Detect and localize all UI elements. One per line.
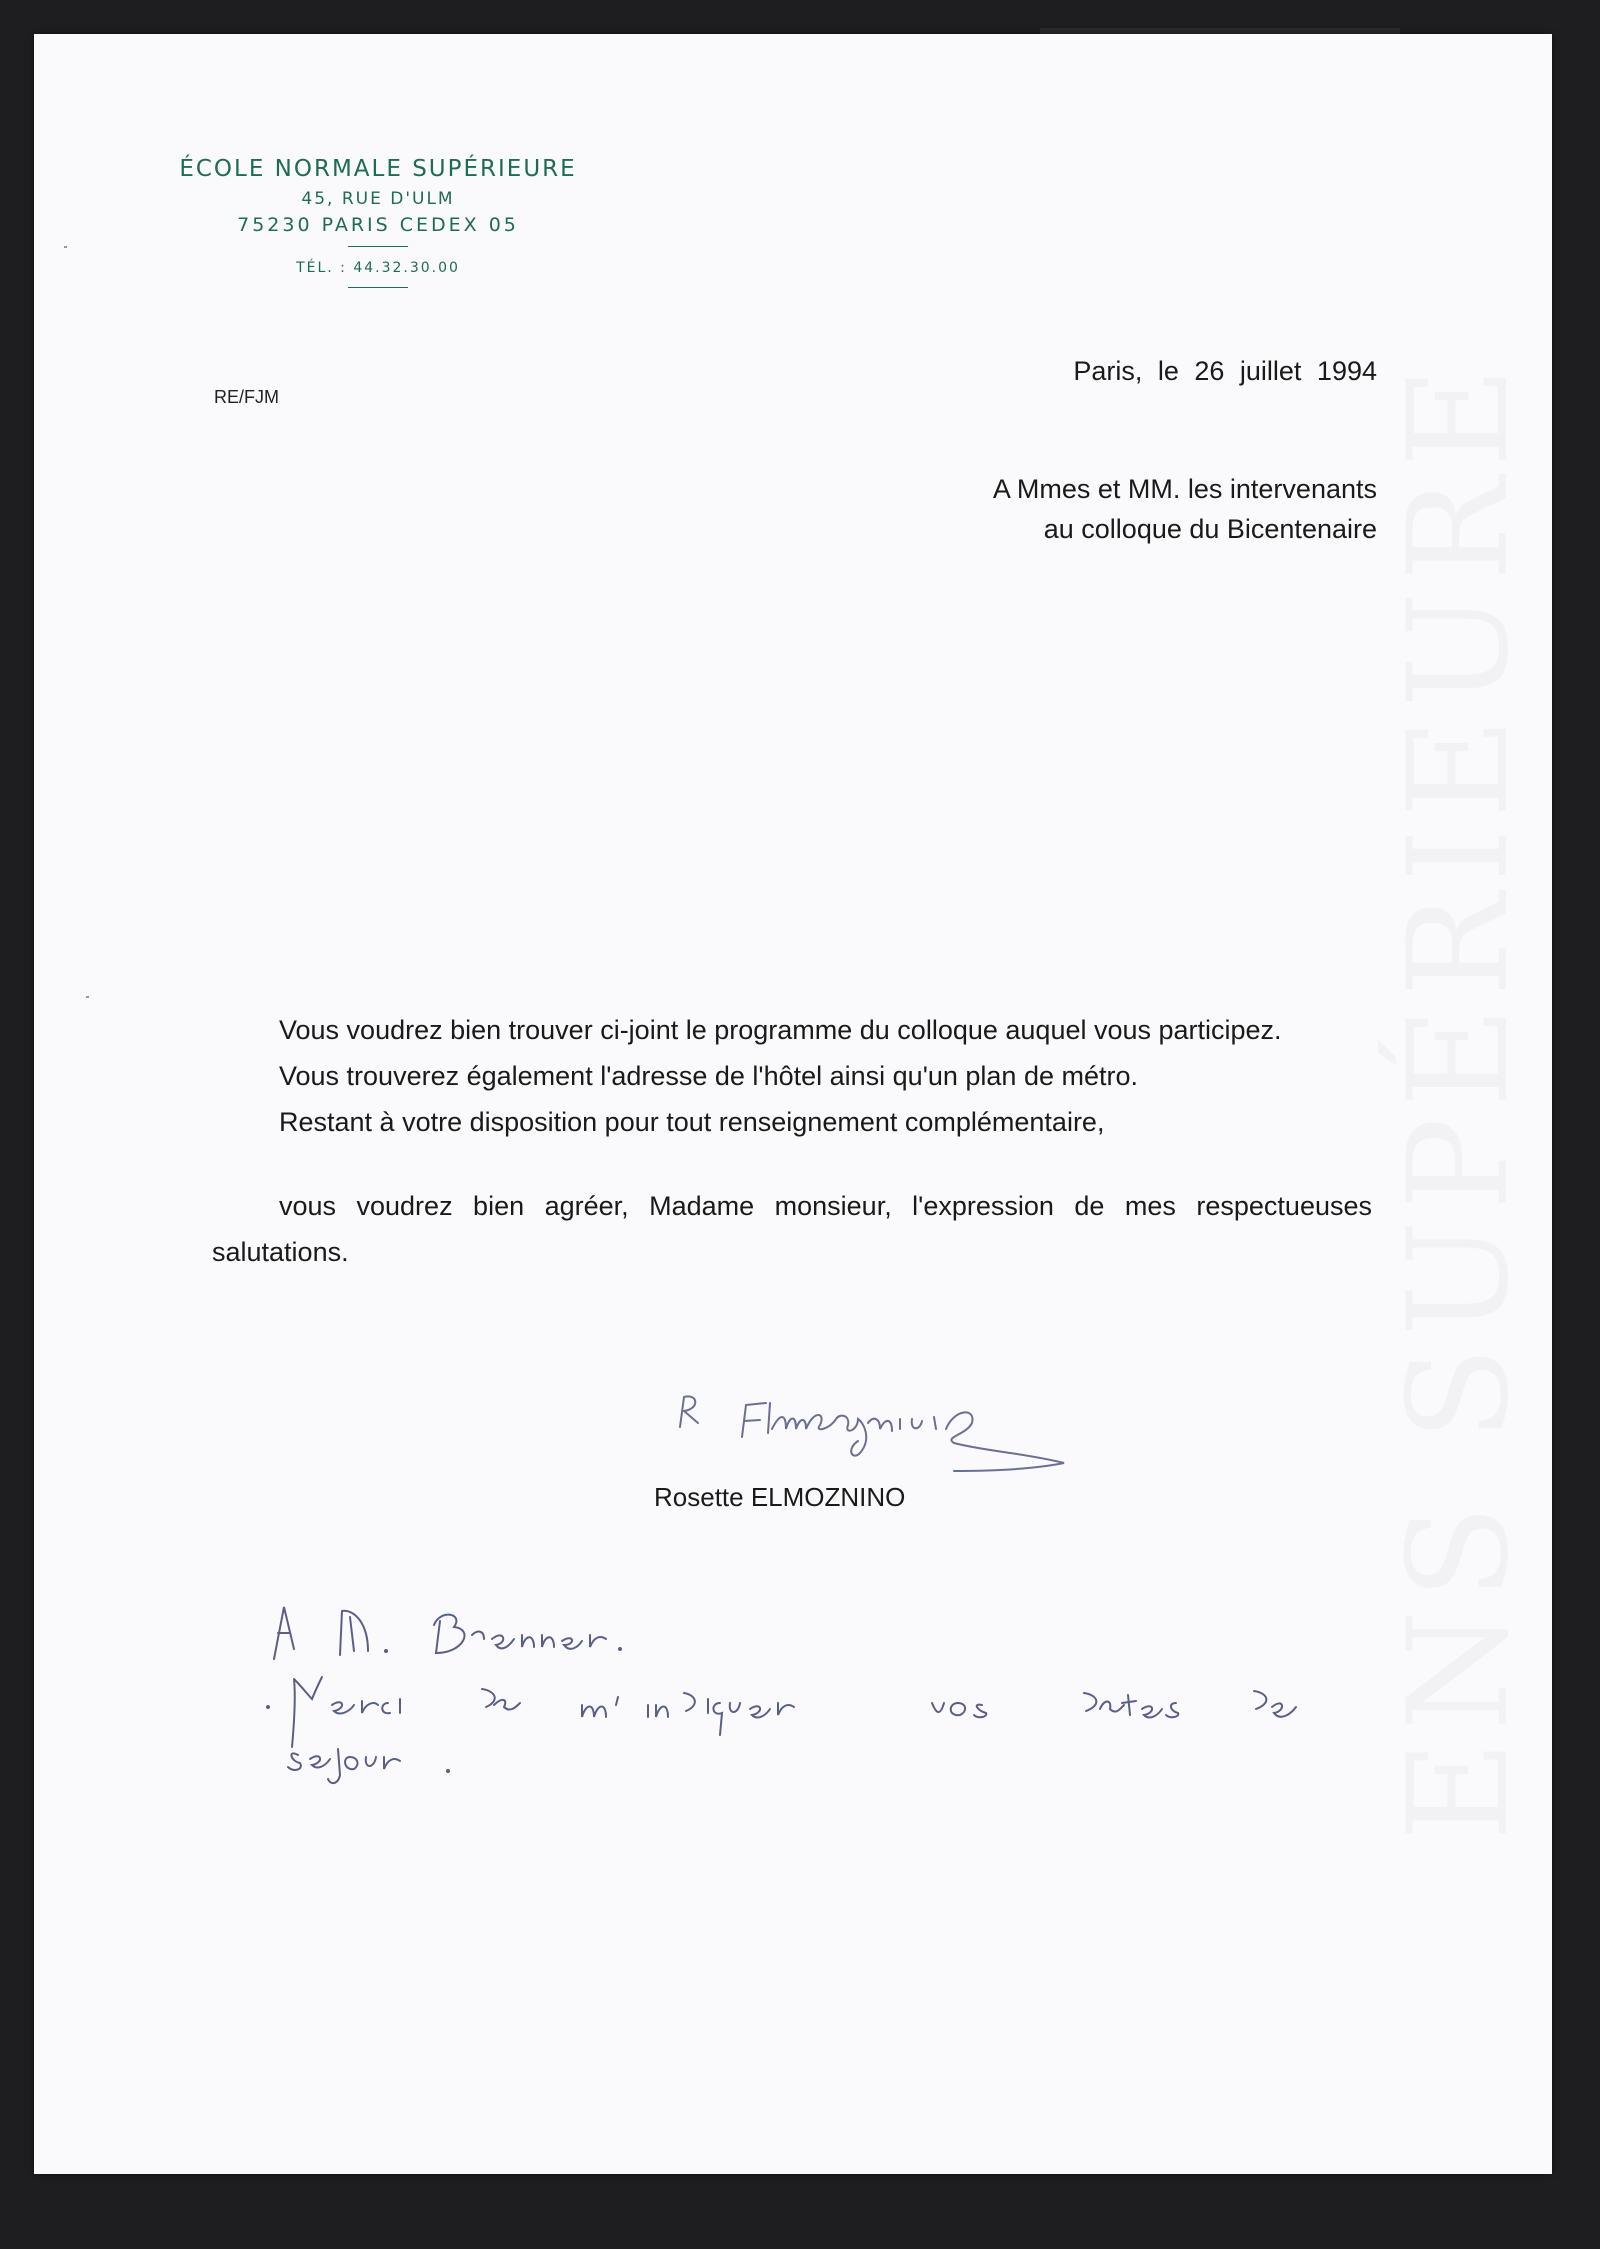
letter-date: Paris, le 26 juillet 1994 — [1073, 356, 1377, 386]
letter-page — [34, 34, 1552, 2174]
recipient-line-2: au colloque du Bicentenaire — [1043, 514, 1377, 544]
letterhead — [158, 154, 598, 298]
watermark: ENS SUPÉRIEURE — [1378, 356, 1539, 1842]
letterhead-divider — [348, 246, 408, 247]
scan-mark — [64, 246, 67, 248]
signer-name: Rosette ELMOZNINO — [654, 1482, 906, 1512]
reference-code: RE/FJM — [214, 387, 279, 407]
paragraph-gap — [212, 1145, 1372, 1183]
body-paragraph-3: Restant à votre disposition pour tout renseignement complémentaire, — [279, 1107, 1105, 1137]
letter-body — [212, 1007, 1372, 1275]
recipient-line-1: A Mmes et MM. les intervenants — [992, 474, 1377, 504]
handwritten-signature — [654, 1379, 1114, 1489]
scan-mark — [86, 996, 89, 998]
letterhead-city: 75230 PARIS CEDEX 05 — [237, 214, 519, 236]
body-paragraph-1: Vous voudrez bien trouver ci-joint le programme du colloque auquel vous participez. — [279, 1015, 1282, 1045]
body-paragraph-2: Vous trouverez également l'adresse de l'hôtel ainsi qu'un plan de métro. — [279, 1061, 1138, 1091]
letterhead-name: ÉCOLE NORMALE SUPÉRIEURE — [179, 156, 577, 182]
letterhead-divider-bottom — [348, 287, 408, 288]
body-closing: vous voudrez bien agréer, Madame monsieur, l'expression de mes respectueuses salutations. — [212, 1191, 1372, 1267]
letterhead-street: 45, RUE D'ULM — [301, 189, 455, 209]
letterhead-telephone: TÉL. : 44.32.30.00 — [296, 260, 460, 276]
handwritten-note — [264, 1599, 1414, 1829]
recipient-block — [993, 469, 1377, 549]
